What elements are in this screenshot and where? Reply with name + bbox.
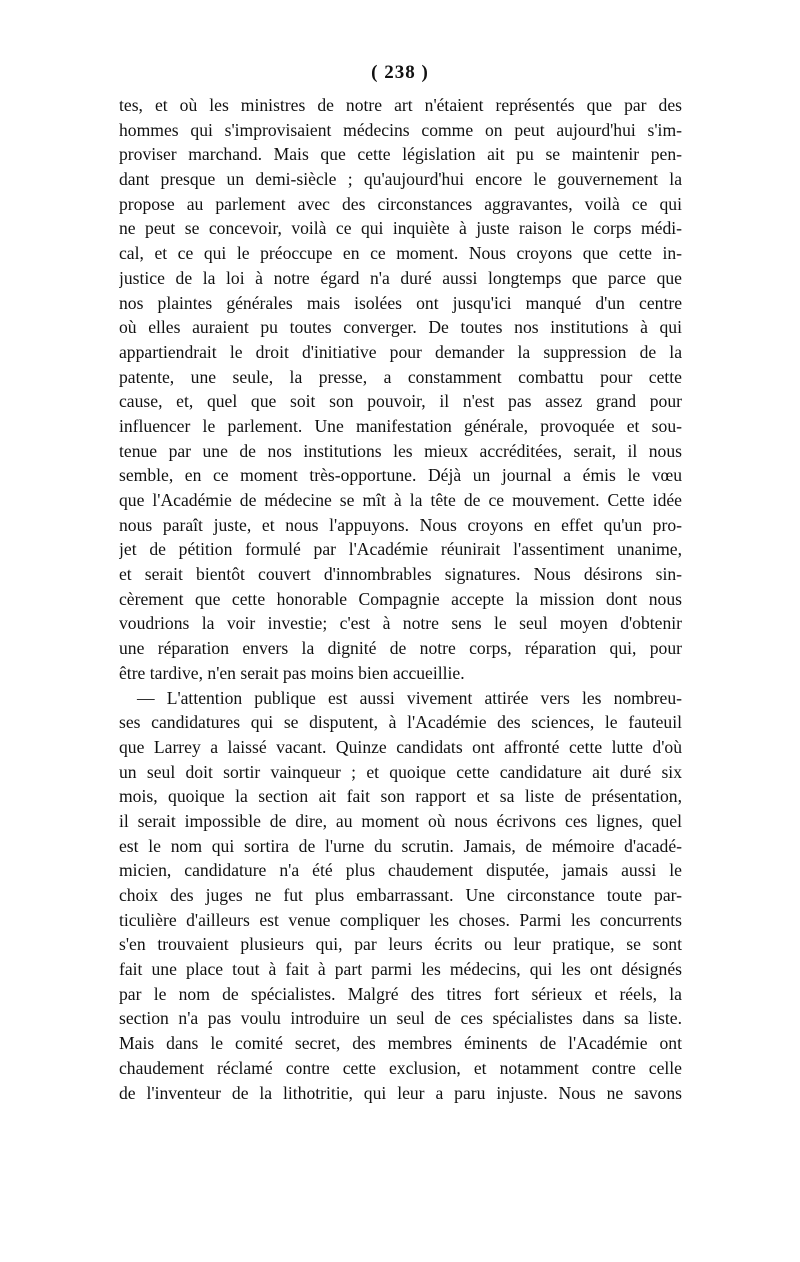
- text-line: dant presque un demi-siècle ; qu'aujourd'hui encore le gouvernement la: [119, 169, 682, 190]
- text-line: patente, une seule, la presse, a constamment combattu pour cette: [119, 366, 682, 387]
- text-line: par le nom de spécialistes. Malgré des titres fort sérieux et réels, la: [119, 983, 682, 1004]
- text-line: — L'attention publique est aussi vivement attirée vers les nombreu-: [137, 687, 682, 708]
- text-line: Mais dans le comité secret, des membres éminents de l'Académie ont: [119, 1033, 682, 1054]
- text-line: nos plaintes générales mais isolées ont jusqu'ici manqué d'un centre: [119, 292, 682, 313]
- text-line: de l'inventeur de la lithotritie, qui leur a paru injuste. Nous ne savons: [119, 1082, 682, 1103]
- text-line: influencer le parlement. Une manifestation générale, provoquée et sou-: [119, 415, 682, 436]
- text-line: ne peut se concevoir, voilà ce qui inquiète à juste raison le corps médi-: [119, 218, 682, 239]
- text-line: cal, et ce qui le préoccupe en ce moment. Nous croyons que cette in-: [119, 243, 682, 264]
- text-line: hommes qui s'improvisaient médecins comme on peut aujourd'hui s'im-: [119, 119, 682, 140]
- text-line: il serait impossible de dire, au moment où nous écrivons ces lignes, quel: [119, 810, 682, 831]
- text-line: jet de pétition formulé par l'Académie réunirait l'assentiment unanime,: [119, 539, 682, 560]
- text-line: tenue par une de nos institutions les mieux accréditées, serait, il nous: [119, 440, 682, 461]
- text-line: proviser marchand. Mais que cette législation ait pu se maintenir pen-: [119, 144, 682, 165]
- text-line: être tardive, n'en serait pas moins bien accueillie.: [119, 662, 465, 683]
- text-line: semble, en ce moment très-opportune. Déjà un journal a émis le vœu: [119, 465, 682, 486]
- text-line: ticulière d'ailleurs est venue compliquer les choses. Parmi les concurrents: [119, 909, 682, 930]
- text-line: section n'a pas voulu introduire un seul de ces spécialistes dans sa liste.: [119, 1008, 682, 1029]
- text-line: choix des juges ne fut plus embarrassant. Une circonstance toute par-: [119, 885, 682, 905]
- text-line: un seul doit sortir vainqueur ; et quoique cette candidature ait duré six: [119, 761, 682, 782]
- text-line: tes, et où les ministres de notre art n'étaient représentés que par des: [119, 95, 682, 115]
- text-line: ses candidatures qui se disputent, à l'Académie des sciences, le fauteuil: [119, 712, 682, 733]
- text-line: voudrions la voir investie; c'est à notre sens le seul moyen d'obtenir: [119, 613, 682, 634]
- text-line: cause, et, quel que soit son pouvoir, il n'est pas assez grand pour: [119, 391, 682, 412]
- text-line: cèrement que cette honorable Compagnie accepte la mission dont nous: [119, 588, 682, 609]
- text-line: est le nom qui sortira de l'urne du scrutin. Jamais, de mémoire d'acadé-: [119, 835, 682, 856]
- text-line: que l'Académie de médecine se mît à la tête de ce mouvement. Cette idée: [119, 490, 682, 510]
- text-line: appartiendrait le droit d'initiative pour demander la suppression de la: [119, 341, 682, 362]
- paragraph-1: [119, 93, 682, 686]
- text-line: que Larrey a laissé vacant. Quinze candidats ont affronté cette lutte d'où: [119, 736, 682, 757]
- text-line: justice de la loi à notre égard n'a duré aussi longtemps que parce que: [119, 267, 682, 288]
- text-line: chaudement réclamé contre cette exclusion, et notamment contre celle: [119, 1057, 682, 1078]
- text-line: nous paraît juste, et nous l'appuyons. Nous croyons en effet qu'un pro-: [119, 514, 682, 535]
- text-line: fait une place tout à fait à part parmi les médecins, qui les ont désignés: [119, 959, 682, 980]
- text-line: où elles auraient pu toutes converger. De toutes nos institutions à qui: [119, 317, 682, 338]
- text-line: une réparation envers la dignité de notre corps, réparation qui, pour: [119, 638, 682, 659]
- page-number: ( 238 ): [371, 62, 429, 83]
- body-text: [119, 93, 682, 1105]
- text-line: et serait bientôt couvert d'innombrables signatures. Nous désirons sin-: [119, 564, 682, 585]
- text-line: s'en trouvaient plusieurs qui, par leurs écrits ou leur pratique, se sont: [119, 934, 682, 955]
- text-line: propose au parlement avec des circonstances aggravantes, voilà ce qui: [119, 193, 682, 214]
- text-line: micien, candidature n'a été plus chaudement disputée, jamais aussi le: [119, 860, 682, 881]
- paragraph-2: [119, 686, 682, 1106]
- text-line: mois, quoique la section ait fait son rapport et sa liste de présentation,: [119, 786, 682, 807]
